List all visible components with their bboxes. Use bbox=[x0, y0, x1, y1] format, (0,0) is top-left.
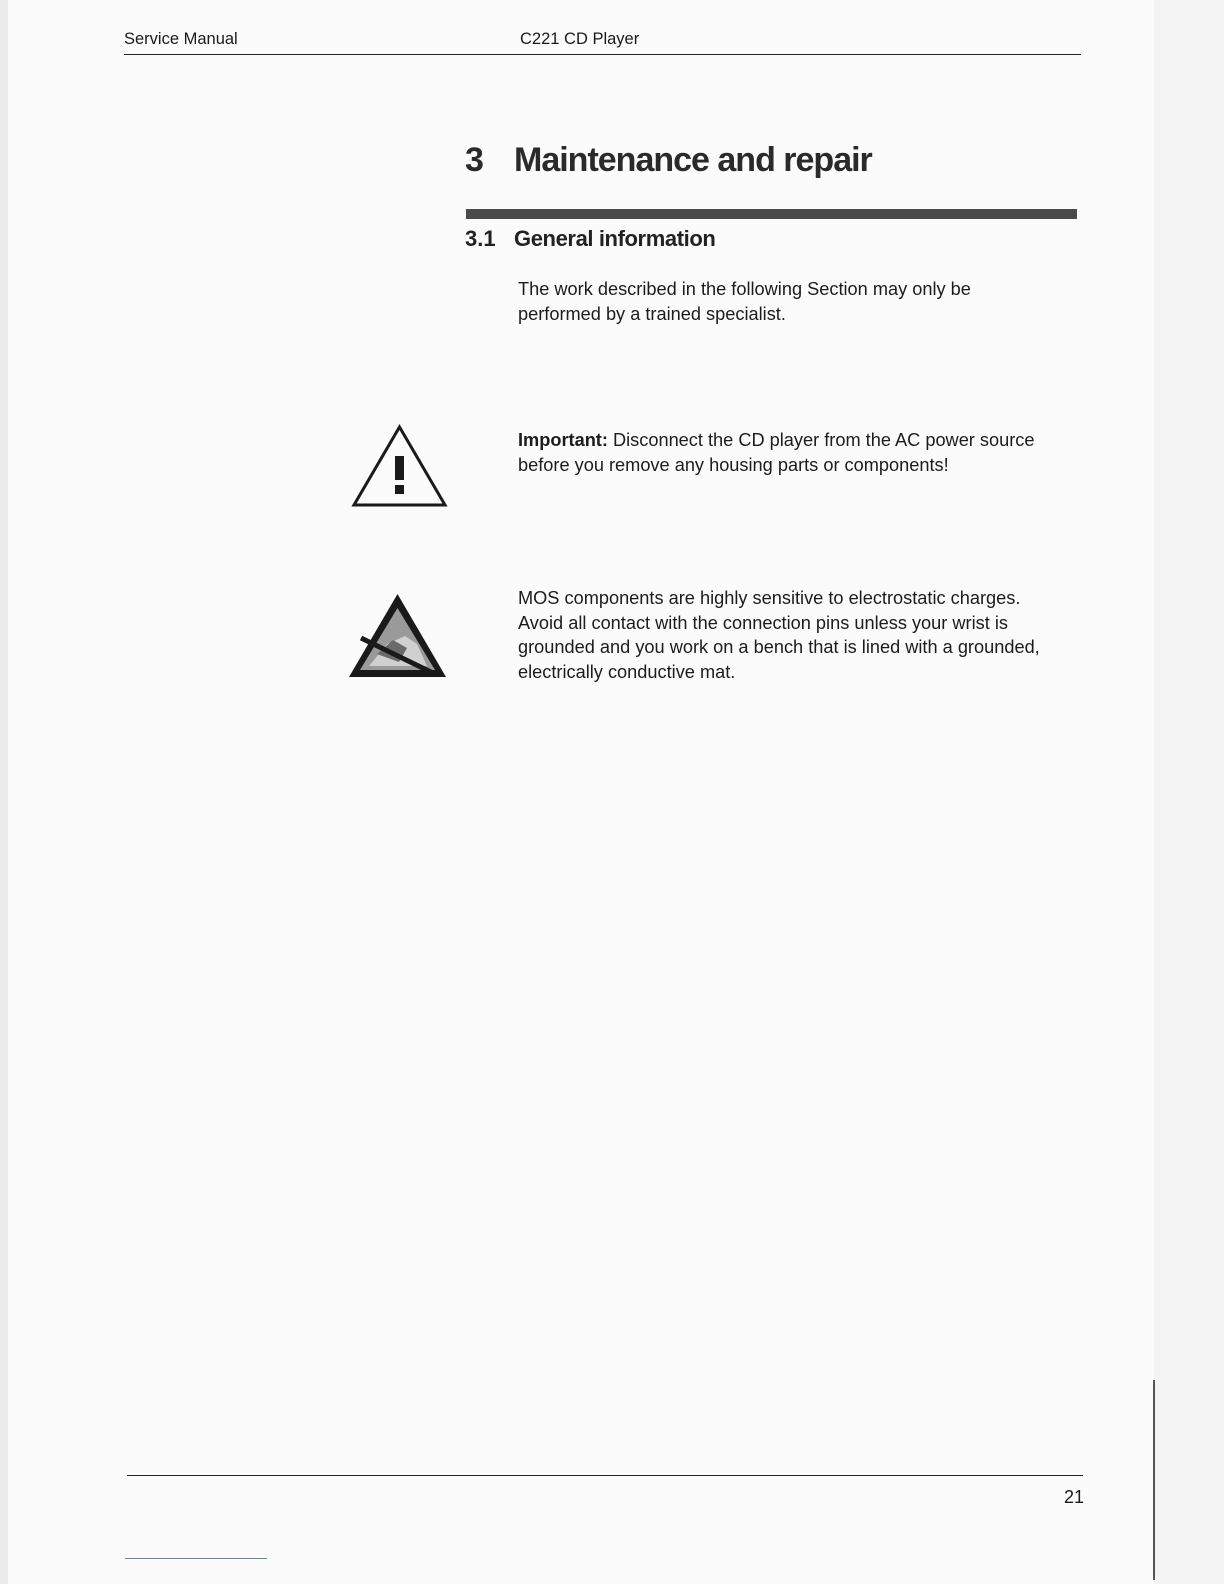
chapter-number: 3 bbox=[465, 141, 484, 179]
intro-line: performed by a trained specialist. bbox=[518, 303, 786, 324]
mos-line: grounded and you work on a bench that is lined with a grounded, bbox=[518, 637, 1040, 657]
warning-triangle-icon bbox=[351, 424, 448, 508]
mos-line: Avoid all contact with the connection pins unless your wrist is bbox=[518, 612, 1008, 633]
header-rule bbox=[124, 54, 1081, 55]
scan-left-edge bbox=[0, 0, 8, 1584]
section-title: General information bbox=[514, 226, 716, 251]
footer-rule bbox=[127, 1475, 1083, 1476]
page-number: 21 bbox=[1064, 1487, 1085, 1507]
scan-bottom-mark bbox=[125, 1558, 267, 1559]
esd-sensitive-icon bbox=[347, 592, 448, 679]
mos-line: electrically conductive mat. bbox=[518, 661, 736, 682]
intro-paragraph bbox=[518, 277, 1088, 326]
important-text: before you remove any housing parts or components! bbox=[518, 454, 949, 475]
important-paragraph bbox=[518, 428, 1088, 477]
header-manual-title: Service Manual bbox=[124, 30, 238, 48]
important-label: Important: bbox=[518, 430, 608, 450]
mos-paragraph bbox=[518, 586, 1088, 684]
important-text: Disconnect the CD player from the AC power source bbox=[607, 430, 1035, 450]
chapter-title: Maintenance and repair bbox=[514, 141, 872, 179]
intro-line: The work described in the following Section may only be bbox=[518, 279, 971, 299]
scan-right-edge bbox=[1154, 0, 1224, 1584]
scan-right-line bbox=[1153, 1380, 1155, 1580]
header-product-name: C221 CD Player bbox=[520, 30, 640, 48]
mos-line: MOS components are highly sensitive to electrostatic charges. bbox=[518, 588, 1021, 608]
section-number: 3.1 bbox=[465, 226, 496, 251]
chapter-divider-bar bbox=[466, 209, 1077, 219]
